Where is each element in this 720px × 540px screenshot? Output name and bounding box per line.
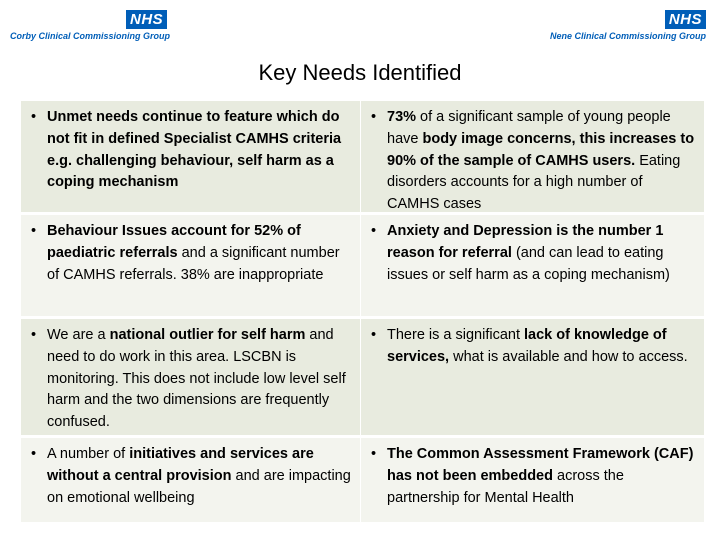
- page-title: Key Needs Identified: [258, 60, 462, 85]
- bullet-item: [367, 325, 698, 369]
- bold-text: 73%: [387, 109, 417, 125]
- needs-cell: [21, 319, 361, 438]
- bullet-item: [367, 107, 698, 216]
- bullet-text: [47, 107, 354, 194]
- corby-ccg-name: Corby Clinical Commissioning Group: [10, 31, 171, 41]
- needs-cell: [21, 438, 361, 525]
- bullet-item: [27, 325, 354, 434]
- bold-text: Unmet needs continue to feature which do not fit in defined Specialist CAMHS criteria e.g. challenging behaviour, self harm as a coping mechanism: [47, 109, 342, 191]
- bullet-item: [27, 221, 354, 286]
- bold-text: initiatives and services are without a central provision: [47, 446, 314, 484]
- text: and are impacting on emotional wellbeing: [47, 467, 351, 506]
- needs-cell: [361, 101, 704, 215]
- text: We are a: [47, 327, 110, 343]
- text: A number of: [47, 446, 130, 462]
- needs-table: [21, 101, 704, 525]
- bullet-icon: •: [371, 223, 377, 239]
- bullet-text: [47, 444, 354, 509]
- bold-text: The Common Assessment Framework (CAF) has not been embedded: [387, 446, 694, 484]
- needs-cell: [361, 438, 704, 525]
- bullet-text: [387, 221, 698, 286]
- bullet-text: [387, 444, 698, 509]
- bullet-item: [367, 444, 698, 509]
- bullet-icon: •: [31, 223, 37, 239]
- bullet-icon: •: [371, 446, 377, 462]
- needs-cell: [21, 101, 361, 215]
- corby-ccg-logo: [10, 10, 170, 41]
- bold-text: national outlier for self harm: [109, 327, 306, 343]
- text: (and can lead to eating issues or self harm as a coping mechanism): [387, 244, 670, 283]
- bullet-item: [27, 444, 354, 509]
- bullet-text: [387, 107, 698, 216]
- text: and need to do work in this area. LSCBN is monitoring. This does not include low level self harm and the two dimensions are frequently confused.: [47, 327, 346, 431]
- bullet-icon: •: [31, 109, 37, 125]
- bold-text: lack of knowledge of services,: [387, 327, 667, 365]
- nhs-logo-right: NHS: [665, 10, 706, 29]
- bullet-item: [27, 107, 354, 194]
- bullet-text: [387, 325, 698, 369]
- nhs-logo-left: NHS: [126, 10, 167, 29]
- bullet-icon: •: [31, 327, 37, 343]
- needs-cell: [361, 215, 704, 319]
- nene-ccg-name: Nene Clinical Commissioning Group: [549, 31, 706, 41]
- text: across the partnership for Mental Health: [387, 467, 624, 506]
- nene-ccg-logo: [550, 10, 706, 41]
- text: Eating disorders accounts for a high number of CAMHS cases: [387, 152, 681, 213]
- bullet-item: [367, 221, 698, 286]
- bullet-text: [47, 325, 354, 434]
- text: and a significant number of CAMHS referrals. 38% are inappropriate: [47, 244, 340, 283]
- bullet-icon: •: [371, 109, 377, 125]
- bold-text: body image concerns, this increases to 90% of the sample of CAMHS users.: [387, 130, 695, 169]
- bullet-text: [47, 221, 354, 286]
- text: There is a significant: [387, 327, 525, 343]
- text: what is available and how to access.: [449, 348, 688, 365]
- needs-cell: [361, 319, 704, 438]
- bullet-icon: •: [31, 446, 37, 462]
- text: of a significant sample of young people have: [387, 109, 671, 147]
- bold-text: Anxiety and Depression is the number 1 reason for referral: [387, 223, 664, 261]
- bullet-icon: •: [371, 327, 377, 343]
- needs-cell: [21, 215, 361, 319]
- bold-text: Behaviour Issues account for 52% of paediatric referrals: [47, 223, 301, 261]
